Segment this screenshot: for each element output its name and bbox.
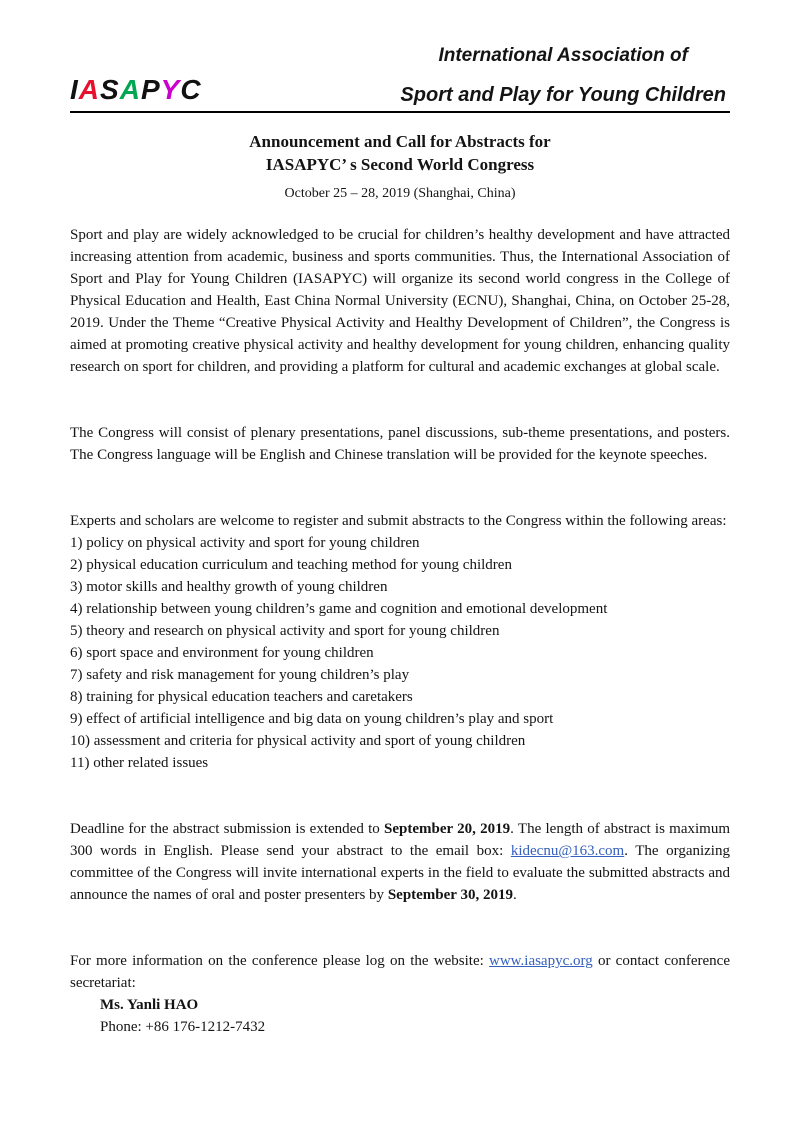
organization-name-line2: Sport and Play for Young Children xyxy=(400,84,726,106)
topic-area-item: 6) sport space and environment for young children xyxy=(70,645,374,661)
submission-email-link[interactable]: kidecnu@163.com xyxy=(510,843,625,859)
secretariat-phone: Phone: +86 176-1212-7432 xyxy=(100,1019,266,1035)
document-title-line1: Announcement and Call for Abstracts for xyxy=(249,132,551,151)
logo-letter: A xyxy=(78,74,101,105)
topic-area-item: 9) effect of artificial intelligence and big data on young children’s play and sport xyxy=(70,711,554,727)
congress-format-paragraph: The Congress will consist of plenary presentations, panel discussions, sub-theme presentations, and posters. The Congress language will be English and Chinese translation will be provided for the keynote speeches. xyxy=(70,425,730,463)
title-block xyxy=(70,130,730,204)
topic-area-item: 7) safety and risk management for young children’s play xyxy=(70,667,410,683)
more-info-text: For more information on the conference please log on the website: xyxy=(70,953,489,969)
deadline-date-2: September 30, 2019 xyxy=(387,887,513,903)
topic-area-item: 10) assessment and criteria for physical activity and sport of young children xyxy=(70,733,526,749)
deadline-text: Deadline for the abstract submission is extended to xyxy=(70,821,385,837)
logo-letter: P xyxy=(140,74,161,105)
deadline-date-1: September 20, 2019 xyxy=(384,821,511,837)
topic-area-item: 2) physical education curriculum and teaching method for young children xyxy=(70,557,512,573)
logo-letter: Y xyxy=(160,74,181,105)
logo-letter: C xyxy=(180,74,202,105)
organization-name-line1: International Association of xyxy=(438,45,688,66)
document-title-line2: IASAPYC’ s Second World Congress xyxy=(265,155,535,174)
topic-area-item: 11) other related issues xyxy=(70,755,209,771)
areas-intro-paragraph: Experts and scholars are welcome to register and submit abstracts to the Congress within the following areas: xyxy=(70,513,727,529)
congress-date: October 25 – 28, 2019 (Shanghai, China) xyxy=(284,186,516,201)
topic-area-item: 3) motor skills and healthy growth of young children xyxy=(70,579,388,595)
deadline-text: . The organizing committee of the Congress will invite international experts in the field to evaluate the submitted abstracts and announce the names of oral and poster presenters by xyxy=(70,843,730,903)
deadline-text: . xyxy=(512,887,517,903)
iasapyc-logo xyxy=(70,76,202,105)
topic-area-item: 8) training for physical education teachers and caretakers xyxy=(70,689,413,705)
logo-letter: S xyxy=(100,74,120,105)
intro-paragraph: Sport and play are widely acknowledged to be crucial for children’s healthy development and have attracted increasing attention from academic, business and sports communities. Thus, the International Association of Sport and Play for Young Children (IASAPYC) will organize its second world congress in the College of Physical Education and Health, East China Normal University (ECNU), Shanghai, China, on October 25-28, 2019. Under the Theme “Creative Physical Activity and Healthy Development of Children”, the Congress is aimed at promoting creative physical activity and healthy development for young children, enhancing quality research on sport for children, and providing a platform for cultural and academic exchanges at global scale. xyxy=(70,227,730,375)
deadline-paragraph xyxy=(70,818,730,906)
document-body xyxy=(70,224,730,1038)
letterhead xyxy=(70,46,730,113)
logo-letter: I xyxy=(70,74,79,105)
more-info-paragraph xyxy=(70,950,730,994)
more-info-text: or contact conference secretariat: xyxy=(70,953,730,991)
topic-area-item: 1) policy on physical activity and sport for young children xyxy=(70,535,420,551)
deadline-text: . The length of abstract is maximum 300 words in English. Please send your abstract to the email box: xyxy=(70,821,730,859)
topic-area-item: 4) relationship between young children’s game and cognition and emotional development xyxy=(70,601,608,617)
topic-area-item: 5) theory and research on physical activity and sport for young children xyxy=(70,623,500,639)
secretariat-name: Ms. Yanli HAO xyxy=(100,997,199,1013)
organization-name xyxy=(400,46,726,105)
logo-letter: A xyxy=(119,74,141,105)
topic-areas-list xyxy=(70,532,730,774)
website-link[interactable]: www.iasapyc.org xyxy=(489,953,593,969)
